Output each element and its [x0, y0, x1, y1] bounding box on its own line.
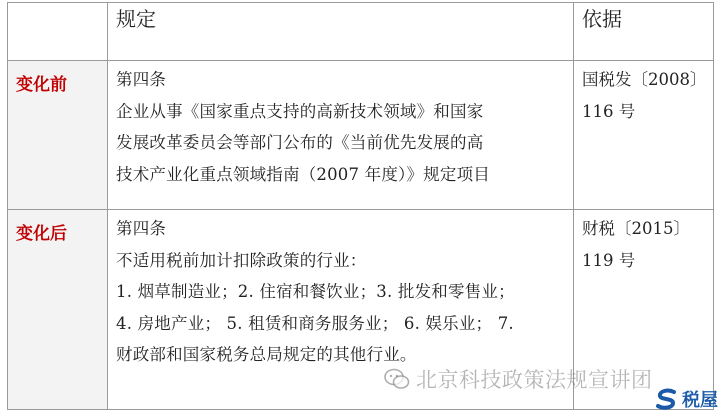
row-label-after: 变化后 — [16, 224, 67, 244]
header-basis: 依据 — [574, 3, 714, 61]
rule-cell-after — [108, 210, 574, 410]
rule-text-before — [116, 61, 573, 190]
table-row-before — [8, 61, 714, 210]
logo-text: 税屋 — [682, 390, 718, 411]
basis-line: 116 号 — [582, 101, 636, 121]
rule-line: 第四条 — [116, 219, 167, 238]
header-empty-cell — [8, 3, 108, 61]
row-label-cell — [8, 210, 108, 410]
basis-cell-before — [574, 61, 714, 210]
rule-line: 技术产业化重点领域指南（2007 年度）》规定项目 — [116, 164, 490, 184]
basis-text-after — [582, 210, 713, 276]
table-header-row — [8, 3, 714, 61]
rule-line: 发展改革委员会等部门公布的《当前优先发展的高 — [116, 133, 484, 152]
policy-comparison-table — [7, 2, 714, 410]
site-logo — [654, 386, 718, 412]
watermark-text: 北京科技政策法规宣讲团 — [416, 368, 653, 392]
basis-line: 国税发〔2008〕 — [582, 70, 707, 89]
rule-line: 不适用税前加计扣除政策的行业： — [116, 250, 367, 270]
row-label-cell — [8, 61, 108, 210]
rule-line: 财政部和国家税务总局规定的其他行业。 — [116, 345, 417, 364]
basis-line: 财税〔2015〕 — [582, 219, 690, 238]
table-row-after — [8, 210, 714, 410]
basis-text-before — [582, 61, 713, 127]
rule-cell-before — [108, 61, 574, 210]
row-label-before: 变化前 — [16, 75, 67, 95]
rule-line: 企业从事《国家重点支持的高新技术领域》和国家 — [116, 101, 484, 121]
rule-text-after — [116, 210, 573, 371]
rule-line: 1. 烟草制造业；2. 住宿和餐饮业；3. 批发和零售业； — [116, 282, 515, 301]
basis-cell-after — [574, 210, 714, 410]
rule-line: 4. 房地产业； 5. 租赁和商务服务业； 6. 娱乐业； 7. — [116, 313, 514, 333]
rule-line: 第四条 — [116, 70, 167, 89]
header-rule: 规定 — [108, 3, 574, 61]
basis-line: 119 号 — [582, 250, 636, 270]
s-logo-icon — [654, 388, 680, 410]
